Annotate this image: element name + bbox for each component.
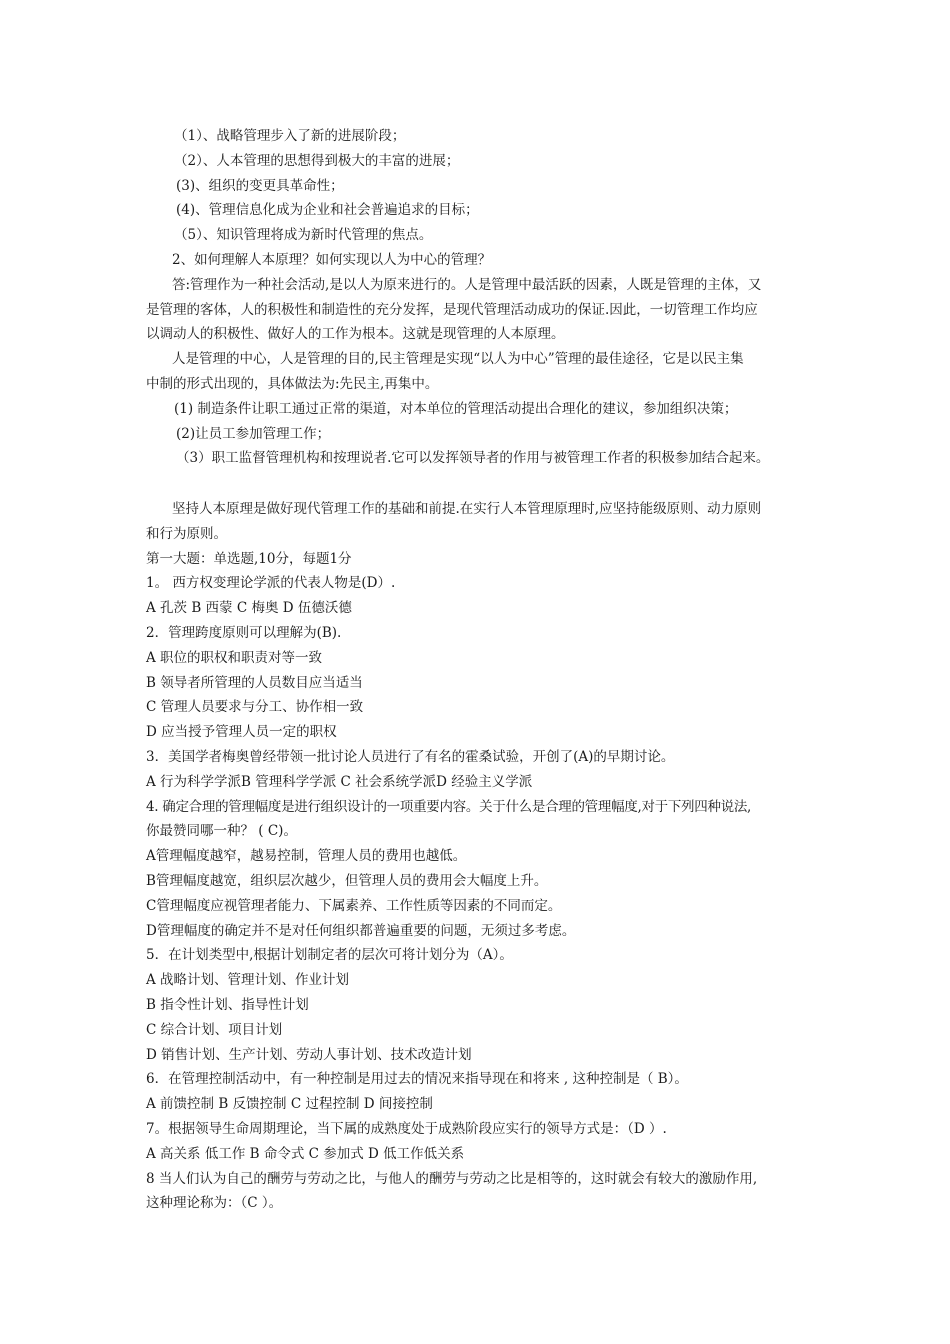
answer-options: A 高关系 低工作 B 命令式 C 参加式 D 低工作低关系 [146, 1145, 465, 1162]
answer-option: D 销售计划、生产计划、劳动人事计划、技术改造计划 [146, 1046, 472, 1063]
section-answers [146, 124, 826, 471]
answer-options: A 行为科学学派B 管理科学学派 C 社会系统学派D 经验主义学派 [146, 773, 533, 790]
list-item: （5）、知识管理将成为新时代管理的焦点。 [174, 227, 433, 244]
paragraph-line: 人是管理的中心，人是管理的目的,民主管理是实现“以人为中心”管理的最佳途径，它是以民主集 [172, 351, 744, 368]
question: 5．在计划类型中,根据计划制定者的层次可将计划分为（A）。 [146, 947, 513, 964]
answer-option: C管理幅度应视管理者能力、下属素养、工作性质等因素的不同而定。 [146, 897, 562, 914]
question: 4. 确定合理的管理幅度是进行组织设计的一项重要内容。关于什么是合理的管理幅度,对于下列四种说法, [146, 798, 752, 815]
question: 6．在管理控制活动中，有一种控制是用过去的情况来指导现在和将来 , 这种控制是（ B）。 [146, 1071, 688, 1088]
list-item: (1) 制造条件让职工通过正常的渠道，对本单位的管理活动提出合理化的建议，参加组织决策； [174, 400, 738, 417]
answer-option: D管理幅度的确定并不是对任何组织都普遍重要的问题，无须过多考虑。 [146, 922, 576, 939]
paragraph-line: 中制的形式出现的，具体做法为:先民主,再集中。 [146, 375, 439, 392]
question: 1。 西方权变理论学派的代表人物是(D）. [146, 575, 396, 592]
answer-option: A 战略计划、管理计划、作业计划 [146, 972, 350, 989]
list-item: （3）职工监督管理机构和按理说者.它可以发挥领导者的作用与被管理工作者的积极参加结合起来。 [176, 450, 770, 467]
paragraph-line: 和行为原则。 [146, 525, 227, 542]
question: 2．管理跨度原则可以理解为(B). [146, 624, 342, 641]
question: 你最赞同哪一种？ ( C)。 [146, 823, 297, 840]
list-item: （2）、人本管理的思想得到极大的丰富的进展； [174, 152, 460, 169]
answer-option: B 领导者所管理的人员数目应当适当 [146, 674, 363, 691]
question: 7。根据领导生命周期理论，当下属的成熟度处于成熟阶段应实行的领导方式是：（D ）. [146, 1120, 667, 1137]
answer-option: D 应当授予管理人员一定的职权 [146, 724, 337, 741]
answer-option: C 管理人员要求与分工、协作相一致 [146, 699, 364, 716]
answer-option: A管理幅度越窄，越易控制，管理人员的费用也越低。 [146, 848, 467, 865]
paragraph-line: 是管理的客体，人的积极性和制造性的充分发挥，是现代管理活动成功的保证.因此，一切管理工作均应 [146, 301, 758, 318]
paragraph-line: 坚持人本原理是做好现代管理工作的基础和前提.在实行人本管理原理时,应坚持能级原则、动力原则 [172, 501, 762, 517]
list-item: (3)、组织的变更具革命性； [176, 177, 344, 194]
list-item: (2)让员工参加管理工作； [176, 425, 331, 442]
answer-options: A 孔茨 B 西蒙 C 梅奥 D 伍德沃德 [146, 600, 352, 617]
answer-option: B管理幅度越宽，组织层次越少，但管理人员的费用会大幅度上升。 [146, 872, 548, 889]
question: 3．美国学者梅奥曾经带领一批讨论人员进行了有名的霍桑试验，开创了(A)的早期讨论。 [146, 748, 675, 765]
list-item: （1）、战略管理步入了新的进展阶段； [174, 128, 406, 144]
answer-options: A 前馈控制 B 反馈控制 C 过程控制 D 间接控制 [146, 1096, 433, 1113]
section-heading: 第一大题：单选题,10分，每题1分 [146, 550, 352, 567]
list-item: (4)、管理信息化成为企业和社会普遍追求的目标； [176, 202, 479, 219]
paragraph-line: 以调动人的积极性、做好人的工作为根本。这就是现管理的人本原理。 [146, 326, 565, 343]
section-quiz [146, 497, 826, 1216]
answer-option: C 综合计划、项目计划 [146, 1021, 283, 1038]
answer-option: A 职位的职权和职责对等一致 [146, 649, 323, 666]
paragraph-line: 答:管理作为一种社会活动,是以人为原来进行的。人是管理中最活跃的因素，人既是管理的主体，又 [172, 276, 762, 293]
question-heading: 2、如何理解人本原理？如何实现以人为中心的管理？ [172, 251, 492, 268]
answer-option: B 指令性计划、指导性计划 [146, 996, 309, 1013]
question: 8 当人们认为自己的酬劳与劳动之比，与他人的酬劳与劳动之比是相等的，这时就会有较大的激励作用, [146, 1170, 758, 1187]
question: 这种理论称为：（C ）。 [146, 1195, 283, 1212]
